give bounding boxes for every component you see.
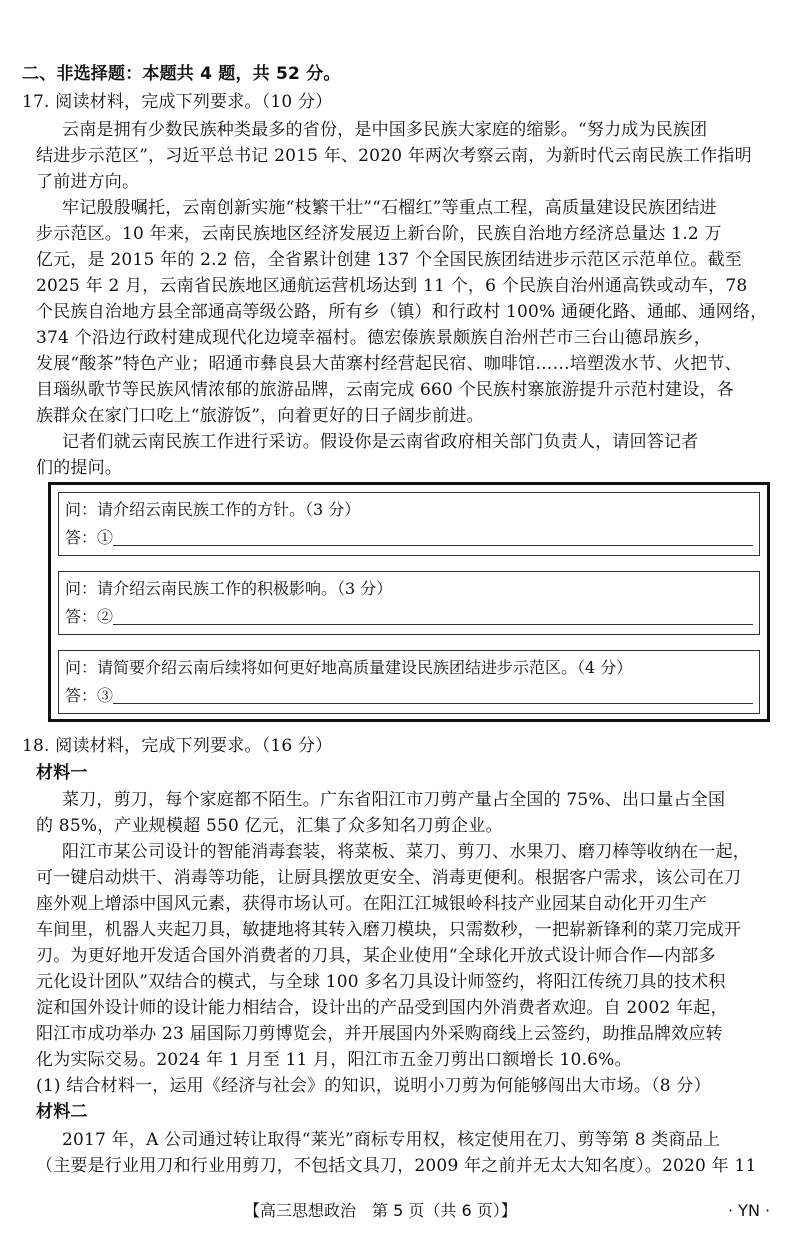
q17-para2-line: 374 个沿边行政村建成现代化边境幸福村。德宏傣族景颇族自治州芒市三台山德昂族乡， bbox=[36, 328, 712, 348]
answer-line[interactable] bbox=[113, 545, 753, 546]
answer-line[interactable] bbox=[113, 624, 753, 625]
q17-stem: 17. 阅读材料，完成下列要求。（10 分） bbox=[22, 92, 333, 112]
m1-para2-line: 可一键启动烘干、消毒等功能，让厨具摆放更安全、消毒更便利。根据客户需求，该公司在刀 bbox=[36, 868, 742, 888]
m1-para2-line: 车间里，机器人夹起刀具，敏捷地将其转入磨刀模块，只需数秒，一把崭新锋利的菜刀完成开 bbox=[36, 920, 742, 940]
question-text: 问：请介绍云南民族工作的积极影响。（3 分） bbox=[65, 579, 393, 598]
m2-para1-line: （主要是行业用刀和行业用剪刀，不包括文具刀，2009 年之前并无太大知名度）。2020 年 11 bbox=[36, 1156, 757, 1176]
q17-para2-line: 步示范区。10 年来，云南民族地区经济发展迈上新台阶，民族自治地方经济总量达 1.2 万 bbox=[36, 224, 722, 244]
question-text: 问：请介绍云南民族工作的方针。（3 分） bbox=[65, 500, 361, 519]
q17-para2-line: 2025 年 2 月，云南省民族地区通航运营机场达到 11 个，6 个民族自治州通高铁或动车，78 bbox=[36, 276, 748, 296]
question-box-1 bbox=[58, 492, 760, 556]
m1-para2-line: 阳江市成功举办 23 届国际刀剪博览会，并开展国内外采购商线上云签约，助推品牌效应转 bbox=[36, 1024, 723, 1044]
m1-para2-line: 阳江市某公司设计的智能消毒套装，将菜板、菜刀、剪刀、水果刀、磨刀棒等收纳在一起， bbox=[62, 842, 750, 862]
m1-para1-line: 菜刀，剪刀，每个家庭都不陌生。广东省阳江市刀剪产量占全国的 75%、出口量占全国 bbox=[62, 790, 726, 810]
q17-para2-line: 目瑙纵歌节等民族风情浓郁的旅游品牌，云南完成 660 个民族村寨旅游提升示范村建设，各 bbox=[36, 380, 734, 400]
m1-para2-line: 座外观上增添中国风元素，获得市场认可。在阳江江城银岭科技产业园某自动化开刃生产 bbox=[36, 894, 707, 914]
q17-para1-line: 结进步示范区”，习近平总书记 2015 年、2020 年两次考察云南，为新时代云南民族工作指明 bbox=[36, 146, 752, 166]
q17-para3-line: 们的提问。 bbox=[36, 458, 122, 478]
section-heading: 二、非选择题：本题共 4 题，共 52 分。 bbox=[22, 64, 341, 84]
m1-para2-line: 化为实际交易。2024 年 1 月至 11 月，阳江市五金刀剪出口额增长 10.6%。 bbox=[36, 1050, 632, 1070]
q17-para2-line: 亿元，是 2015 年的 2.2 倍，全省累计创建 137 个全国民族团结进步示范区示范单位。截至 bbox=[36, 250, 742, 270]
m1-para2-line: 淀和国外设计师的设计能力相结合，设计出的产品受到国内外消费者欢迎。自 2002 年起， bbox=[36, 998, 728, 1018]
m1-para2-line: 刃。为更好地开发适合国外消费者的刀具，某企业使用“全球化开放式设计师合作—内部多 bbox=[36, 946, 716, 966]
q17-para3-line: 记者们就云南民族工作进行采访。假设你是云南省政府相关部门负责人，请回答记者 bbox=[62, 432, 699, 452]
footer-region-code: · YN · bbox=[728, 1201, 771, 1220]
q17-para2-line: 发展“酸茶”特色产业；昭通市彝良县大苗寨村经营起民宿、咖啡馆……培塑泼水节、火把节、 bbox=[36, 354, 742, 374]
answer-label: 答：① bbox=[65, 528, 114, 547]
sub-question-1: (1) 结合材料一，运用《经济与社会》的知识，说明小刀剪为何能够闯出大市场。（8 分） bbox=[36, 1076, 711, 1096]
q17-para2-line: 族群众在家门口吃上“旅游饭”，向着更好的日子阔步前进。 bbox=[36, 406, 484, 426]
q18-stem: 18. 阅读材料，完成下列要求。（16 分） bbox=[22, 736, 333, 756]
answer-label: 答：③ bbox=[65, 686, 114, 705]
m1-para1-line: 的 85%，产业规模超 550 亿元，汇集了众多知名刀剪企业。 bbox=[36, 816, 503, 836]
question-text: 问：请简要介绍云南后续将如何更好地高质量建设民族团结进步示范区。（4 分） bbox=[65, 658, 633, 677]
answer-line[interactable] bbox=[113, 703, 753, 704]
m2-para1-line: 2017 年，A 公司通过转让取得“莱光”商标专用权，核定使用在刀、剪等第 8 类商品上 bbox=[62, 1130, 721, 1150]
q17-para1-line: 了前进方向。 bbox=[36, 172, 140, 192]
q17-para1-line: 云南是拥有少数民族种类最多的省份，是中国多民族大家庭的缩影。“努力成为民族团 bbox=[62, 120, 708, 140]
q17-para2-line: 个民族自治地方县全部通高等级公路，所有乡（镇）和行政村 100% 通硬化路、通邮、通网络， bbox=[36, 302, 768, 322]
q17-para2-line: 牢记殷殷嘱托，云南创新实施“枝繁干壮”“石榴红”等重点工程，高质量建设民族团结进 bbox=[62, 198, 717, 218]
m1-para2-line: 元化设计团队”双结合的模式，与全球 100 多名刀具设计师签约，将阳江传统刀具的技术积 bbox=[36, 972, 726, 992]
material2-title: 材料二 bbox=[36, 1102, 88, 1122]
question-box-2 bbox=[58, 571, 760, 635]
footer-page-info: 【高三思想政治 第 5 页（共 6 页）】 bbox=[244, 1201, 517, 1220]
question-box-3 bbox=[58, 650, 760, 714]
answer-label: 答：② bbox=[65, 607, 114, 626]
material1-title: 材料一 bbox=[36, 763, 88, 783]
